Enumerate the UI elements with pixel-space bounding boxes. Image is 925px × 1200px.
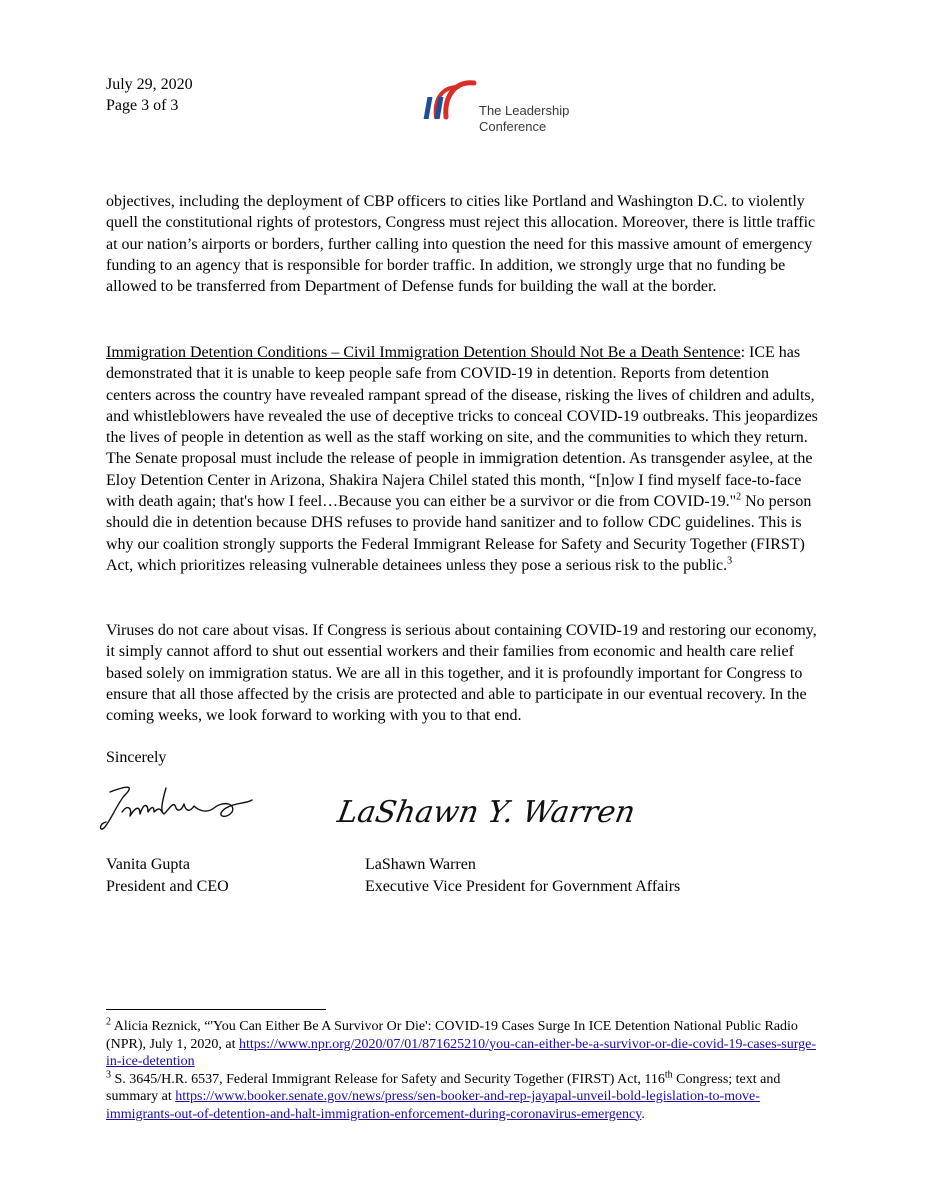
- footnotes: [106, 1018, 818, 1123]
- paragraph-detention: [106, 342, 818, 576]
- detention-body-b: No person should die in detention because DHS refuses to provide hand sanitizer and to follow CDC guidelines. This is why our coalition strongly supports the Federal Immigrant Release for Safety and Security Together (FIRST) Act, which prioritizes releasing vulnerable detainees unless they pose a serious risk to the public.: [106, 493, 812, 574]
- signature-lashawn-warren: [334, 778, 638, 838]
- footnote-2-text: Alicia Reznick, “'You Can Either Be A Survivor Or Die': COVID-19 Cases Surge In ICE Detention National Public Radio (NPR), July 1, 2020, at: [106, 1019, 798, 1052]
- signer1-name: Vanita Gupta: [106, 856, 190, 873]
- footnote-3-sup: th: [664, 1068, 673, 1080]
- footnote-2-link[interactable]: https://www.npr.org/2020/07/01/871625210/you-can-either-be-a-survivor-or-die-covid-19-cases-surge-in-ice-detention: [106, 1036, 817, 1069]
- footnote-3-text-b: Congress; text and summary at: [106, 1071, 781, 1104]
- letter-date: July 29, 2020: [106, 76, 193, 93]
- footnote-3-mark: 3: [106, 1068, 111, 1080]
- signer-vanita-gupta: [106, 854, 229, 897]
- footnote-3-link[interactable]: https://www.booker.senate.gov/news/press/sen-booker-and-rep-jayapal-unveil-bold-legislation-to-move-immigrants-out-of-detention-and-halt-immigration-enforcement-during-coronavirus-emergency: [106, 1089, 760, 1122]
- footnote-separator: [106, 1009, 326, 1010]
- footnote-ref-3: 3: [727, 555, 733, 567]
- paragraph-conclusion: Viruses do not care about visas. If Congress is serious about containing COVID-19 and restoring our economy, it simply cannot afford to shut out essential workers and their families from economic and health care relief based solely on immigration status. We are all in this together, and it is profoundly important for Congress to ensure that all those affected by the crisis are protected and able to participate in our eventual recovery. In the coming weeks, we look forward to working with you to that end.: [106, 622, 817, 725]
- footnote-ref-2: 2: [736, 491, 742, 503]
- leadership-conference-logo: [428, 77, 476, 123]
- footnote-3: [106, 1068, 818, 1124]
- logo-blue-bar-left: [424, 97, 433, 119]
- signer1-title: President and CEO: [106, 877, 229, 895]
- logo-wordmark: [479, 103, 569, 135]
- page-number: Page 3 of 3: [106, 97, 179, 114]
- letter-header: [106, 74, 193, 116]
- logo-line-1: The Leadership: [479, 103, 570, 118]
- signature-vanita-gupta: [96, 778, 266, 838]
- signer2-title: Executive Vice President for Government Affairs: [365, 877, 681, 895]
- signer2-name: LaShawn Warren: [365, 856, 476, 873]
- paragraph-funding: objectives, including the deployment of CBP officers to cities like Portland and Washington D.C. to violently quell the constitutional rights of protestors, Congress must reject this allocation. Moreover, there is little traffic at our nation’s airports or borders, further calling into question the need for this massive amount of emergency funding to an agency that is responsible for border traffic. In addition, we strongly urge that no funding be allowed to be transferred from Department of Defense funds for building the wall at the border.: [106, 193, 816, 296]
- detention-heading: Immigration Detention Conditions – Civil Immigration Detention Should Not Be a Death Sentence: [106, 344, 741, 361]
- logo-line-2: Conference: [479, 119, 547, 134]
- signoff: Sincerely: [106, 749, 167, 766]
- footnote-3-end: .: [641, 1106, 645, 1122]
- footnote-2: [106, 1018, 818, 1071]
- footnote-2-mark: 2: [106, 1016, 111, 1028]
- detention-body-a: : ICE has demonstrated that it is unable to keep people safe from COVID-19 in detention. Reports from detention centers across the country have revealed rampant spread of the disease, risking the lives of children and adults, and whistleblowers have revealed the use of deceptive tricks to conceal COVID-19 outbreaks. This jeopardizes the lives of people in detention as well as the staff working on site, and the communities to which they return. The Senate proposal must include the release of people in immigration detention. As transgender asylee, at the Eloy Detention Center in Arizona, Shakira Najera Chilel stated this month, “[n]ow I find myself face-to-face with death again; that's how I feel…Because you can either be a survivor or die from COVID-19.": [106, 344, 818, 511]
- signature-lashawn-text: LaShawn Y. Warren: [334, 795, 638, 830]
- signer-lashawn-warren: [365, 854, 680, 897]
- footnote-3-text-a: S. 3645/H.R. 6537, Federal Immigrant Release for Safety and Security Together (FIRST) Act, 116: [111, 1071, 665, 1087]
